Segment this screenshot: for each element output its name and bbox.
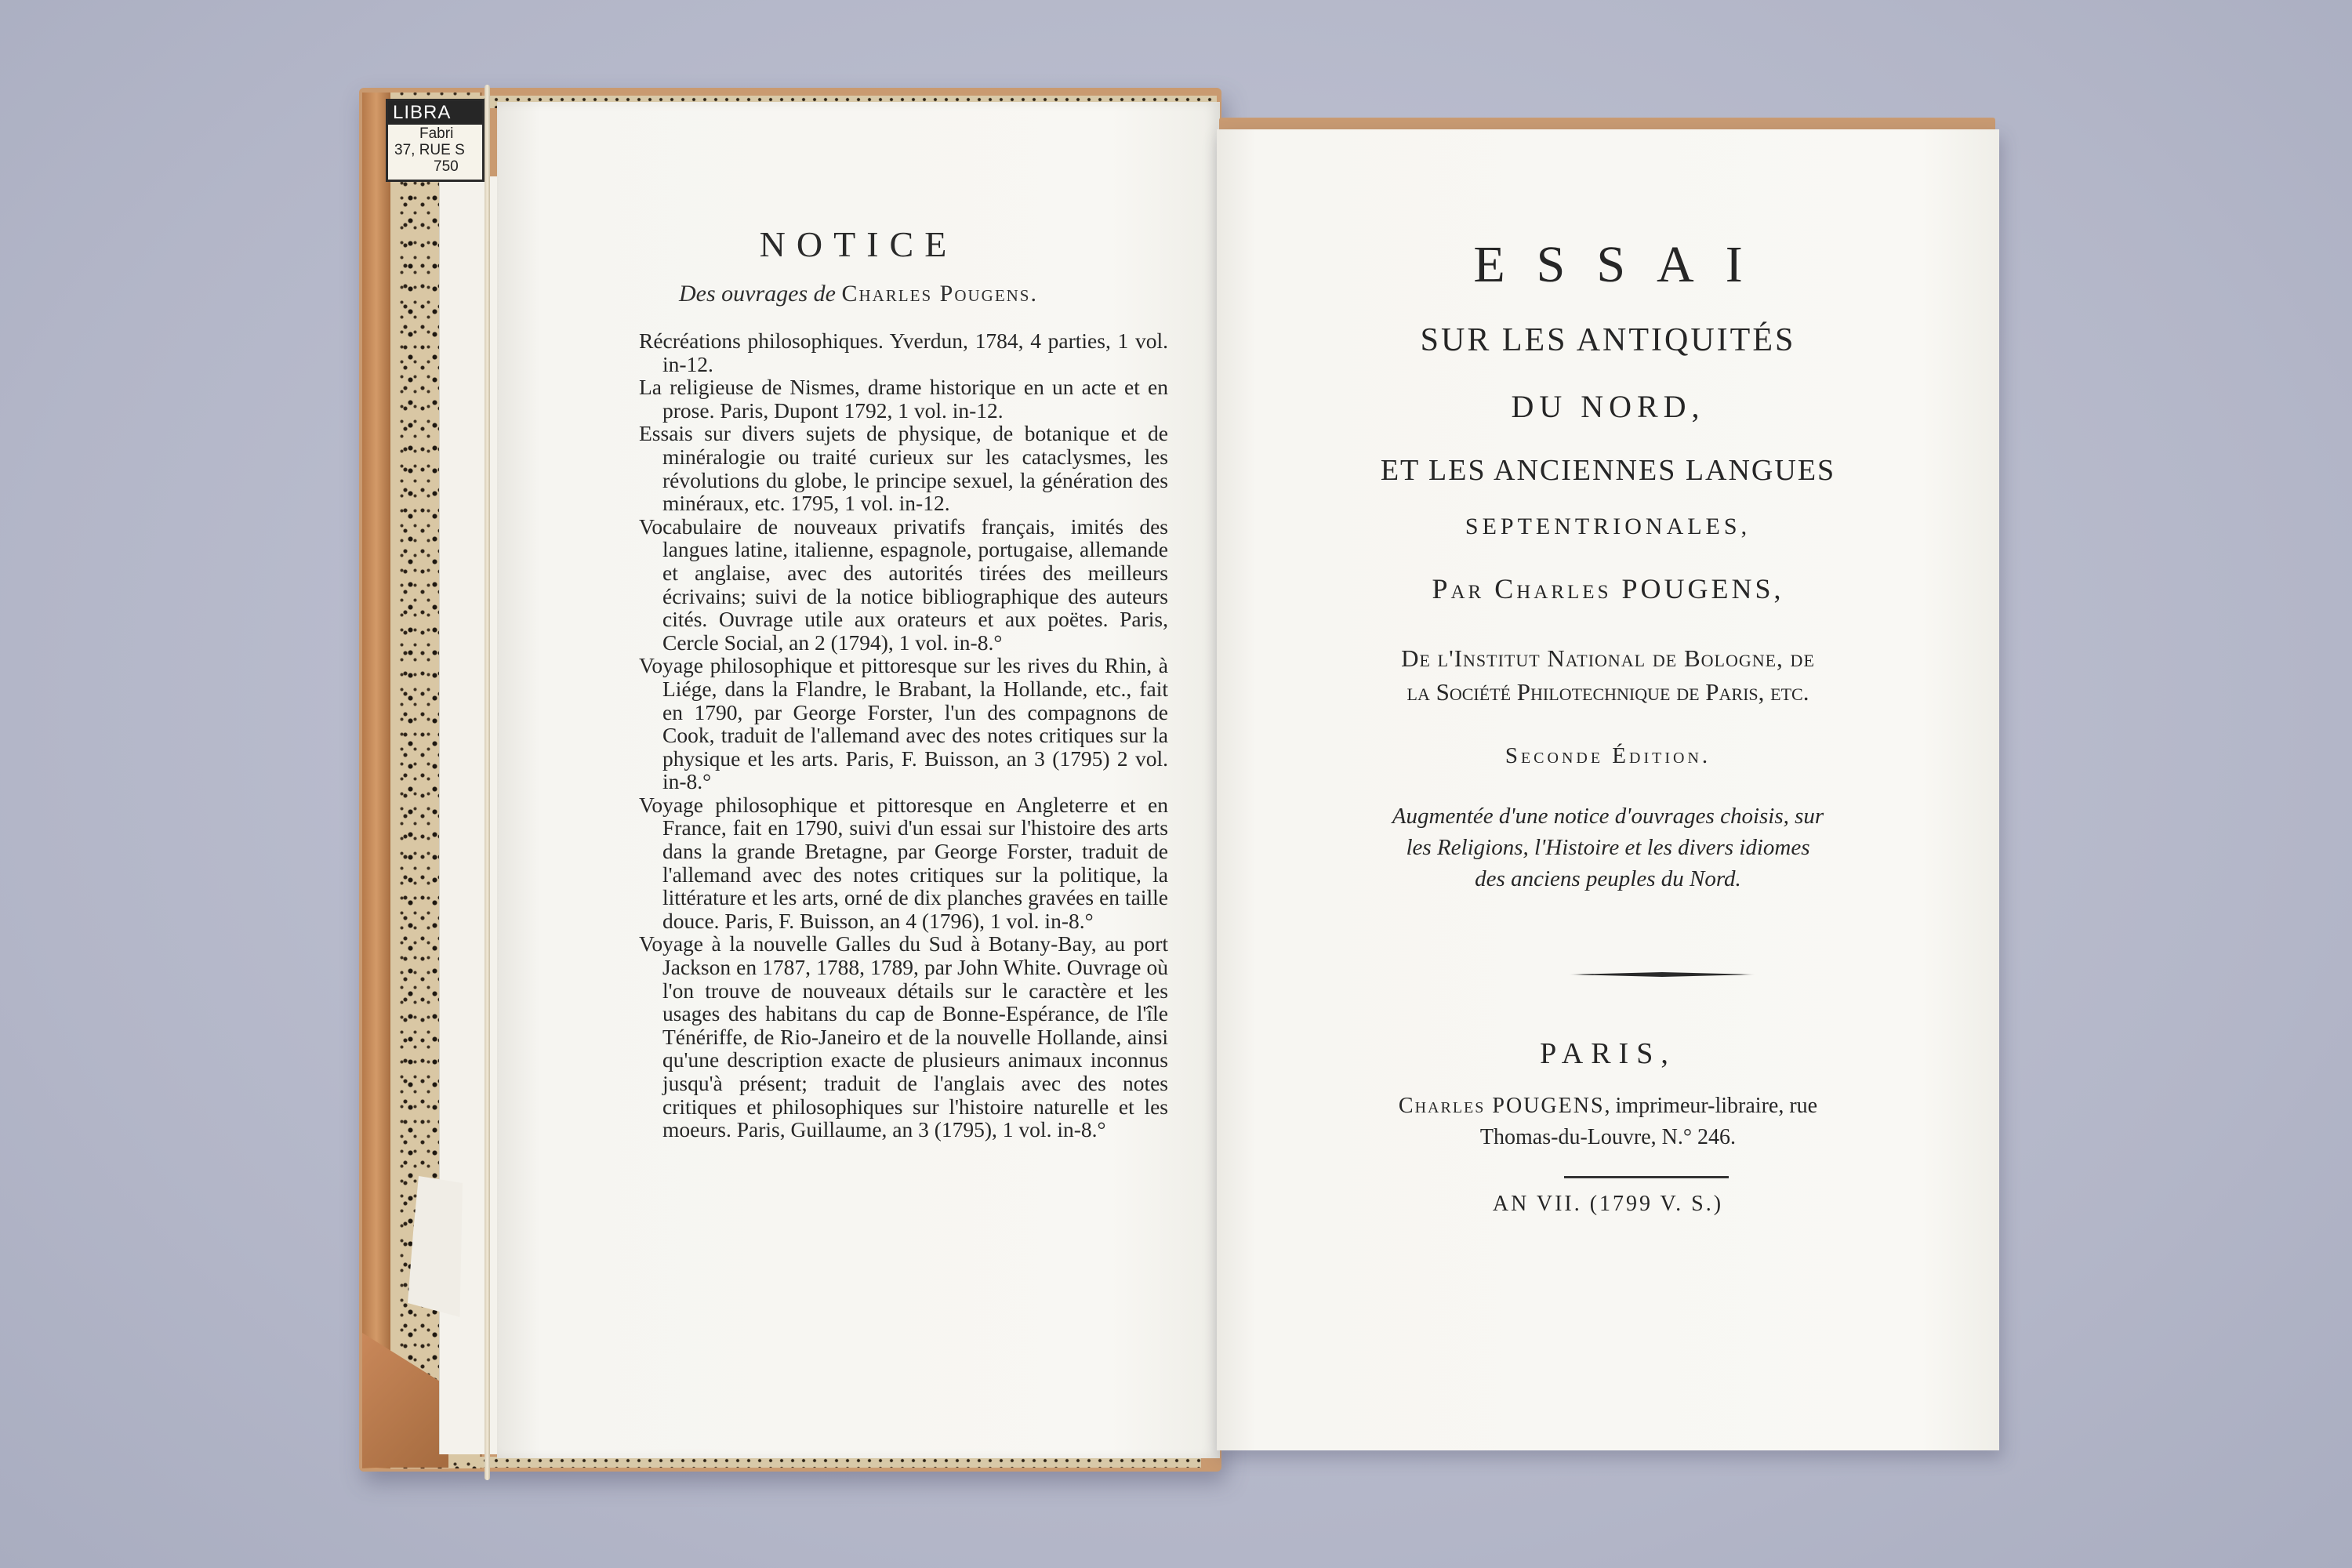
notice-entry: Vocabulaire de nouveaux privatifs français, imités des langues latine, italienne, espagnole, portugaise, allemande et anglaise, avec des autorités tirées des meilleurs écrivains; suivi de la notice bibliographique des auteurs cités. Ouvrage utile aux orateurs et aux poëtes. Paris, Cercle Social, an 2 (1794), 1 vol. in-8.° [639, 514, 1168, 655]
author-line: Par Charles POUGENS, [1432, 573, 1784, 604]
notice-entry: Récréations philosophiques. Yverdun, 1784, 4 parties, 1 vol. in-12. [639, 328, 1168, 376]
printer-detail: , imprimeur-libraire, rue [1604, 1094, 1818, 1118]
date-line: AN VII. (1799 V. S.) [1492, 1192, 1724, 1216]
title-line: DU NORD, [1511, 389, 1705, 424]
institution-line: la Société Philotechnique de Paris, etc. [1406, 678, 1809, 706]
notice-subtitle-author: Charles Pougens. [841, 281, 1038, 307]
title-essai: ESSAI [1473, 236, 1774, 293]
notice-list [639, 329, 1168, 1142]
library-label [386, 99, 485, 182]
library-label-line: Fabri [419, 125, 454, 142]
library-label-line: 37, RUE S [394, 142, 465, 158]
library-label-line: LIBRA [388, 101, 485, 125]
binding-thread [485, 85, 490, 1480]
notice-entry: La religieuse de Nismes, drame historique en un acte et en prose. Paris, Dupont 1792, 1 vol. in-12. [639, 375, 1168, 423]
augmented-line: des anciens peuples du Nord. [1475, 866, 1741, 891]
title-line: SEPTENTRIONALES, [1465, 514, 1751, 539]
printer-line [1217, 1094, 1999, 1119]
printer-name: Charles POUGENS [1398, 1094, 1605, 1118]
notice-title: NOTICE [759, 224, 958, 264]
notice-entry: Voyage à la nouvelle Galles du Sud à Botany-Bay, au port Jackson en 1787, 1788, 1789, par John White. Ouvrage où l'on trouve de nouveaux détails sur le caractère et les usages des habitans du cap de Bonne-Espérance, de l'île Ténériffe, de Rio-Janeiro et de la nouvelle Hollande, ainsi qu'une description exacte de plusieurs animaux inconnus jusqu'à présent; traduit de l'anglais avec des notes critiques et philosophiques sur l'histoire naturelle et les moeurs. Paris, Guillaume, an 3 (1795), 1 vol. in-8.° [639, 931, 1168, 1142]
notice-subtitle-prefix: Des ouvrages de [679, 281, 842, 307]
short-rule [1564, 1176, 1729, 1178]
title-line: SUR LES ANTIQUITÉS [1420, 322, 1796, 358]
leather-spine-strip [362, 93, 390, 1468]
institution-line: De l'Institut National de Bologne, de [1401, 644, 1815, 672]
notice-entry: Essais sur divers sujets de physique, de botanique et de minéralogie ou traité curieux sur les cataclysmes, les révolutions du globe, le principe sexuel, la génération des minéraux, etc. 1795, 1 vol. in-12. [639, 421, 1168, 516]
notice-entry: Voyage philosophique et pittoresque en Angleterre et en France, fait en 1790, suivi d'un essai sur l'histoire des arts dans la grande Bretagne, par George Forster, traduit de l'allemand avec des notes critiques sur la politique, la littérature et les arts, orné de dix planches gravées en taille douce. Paris, F. Buisson, an 4 (1796), 1 vol. in-8.° [639, 792, 1168, 933]
speckled-bottom-edge [480, 1457, 1201, 1468]
notice-subtitle [497, 281, 1220, 307]
augmented-line: Augmentée d'une notice d'ouvrages choisis, sur [1392, 804, 1824, 829]
printer-address: Thomas-du-Louvre, N.° 246. [1479, 1125, 1737, 1149]
title-line: ET LES ANCIENNES LANGUES [1380, 454, 1836, 487]
notice-entry: Voyage philosophique et pittoresque sur les rives du Rhin, à Liége, dans la Flandre, le Brabant, la Hollande, etc., fait en 1790, par George Forster, l'un des compagnons de Cook, traduit de l'allemand avec des notes critiques sur la physique et les arts. Paris, F. Buisson, an 3 (1795) 2 vol. in-8.° [639, 653, 1168, 794]
place-line: PARIS, [1540, 1037, 1676, 1070]
edition-line: Seconde Édition. [1504, 743, 1711, 768]
library-label-line: 750 [434, 158, 459, 175]
augmented-line: les Religions, l'Histoire et les divers idiomes [1406, 835, 1810, 860]
